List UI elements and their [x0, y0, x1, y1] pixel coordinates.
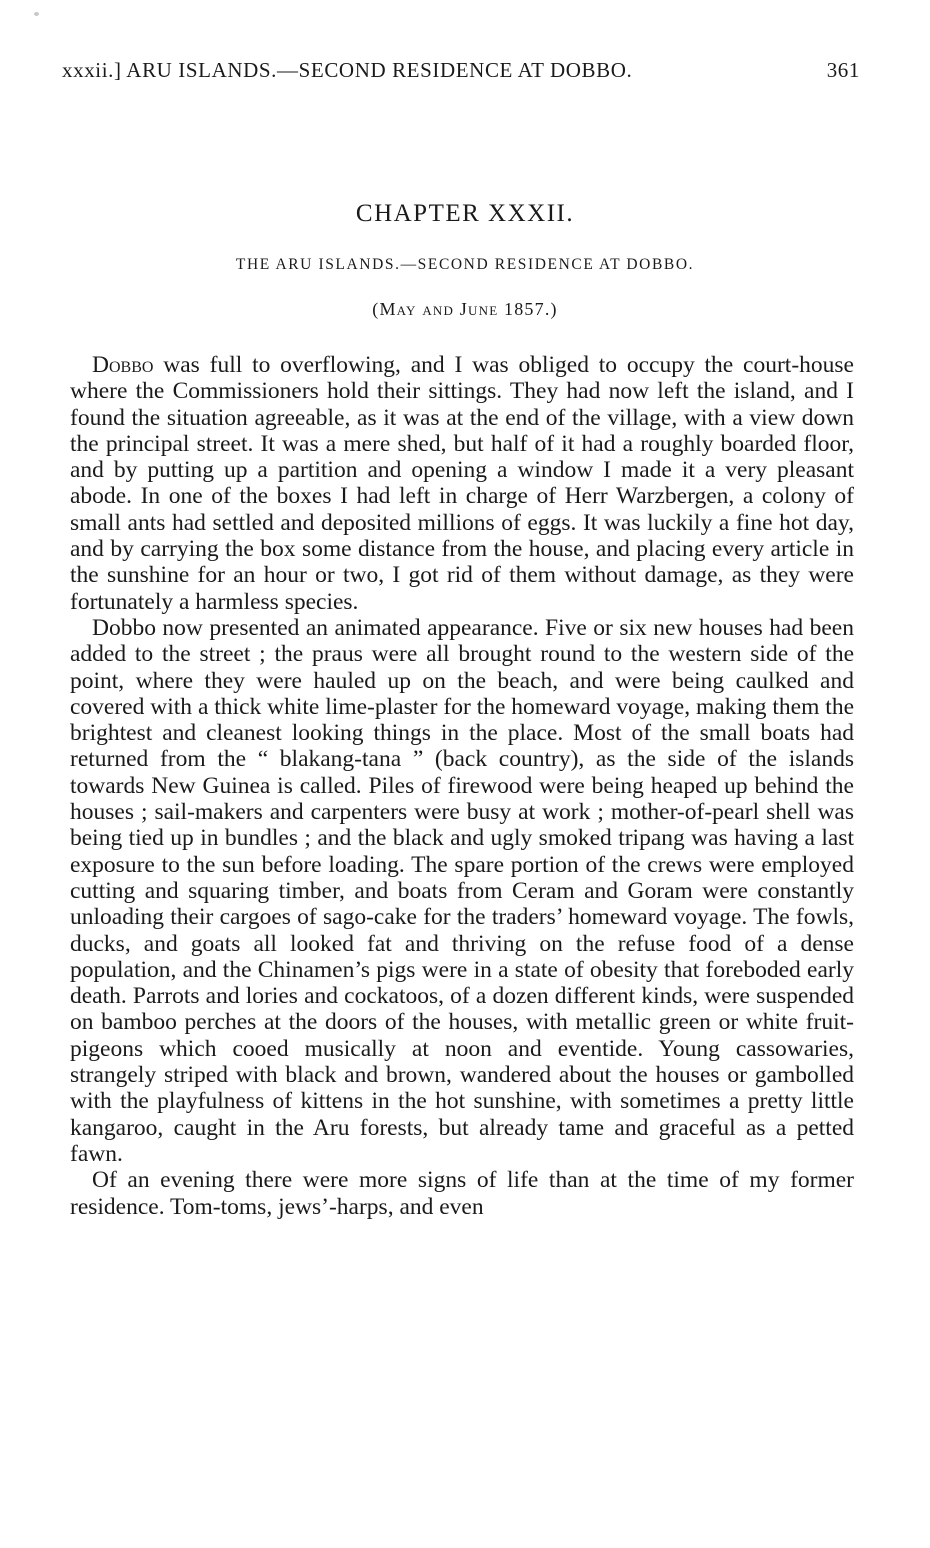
paragraph-text: was full to overflowing, and I was obliged to occupy the court-house where the Commissioners hold their sittings. They had now left the island, and I found the situation agreeable, as it was at the end of the village, with a view down the principal street. It was a mere shed, but half of it had a roughly boarded floor, and by putting up a partition and opening a window I made it a very pleasant abode. In one of the boxes I had left in charge of Herr Warzbergen, a colony of small ants had settled and deposited millions of eggs. It was luckily a fine hot day, and by carrying the box some distance from the house, and placing every article in the sunshine for an hour or two, I got rid of them without damage, as they were fortunately a harmless species. [70, 352, 854, 615]
running-head [62, 58, 860, 83]
body-text [70, 352, 854, 1220]
paragraph-2 [70, 615, 854, 1167]
page-number: 361 [826, 58, 860, 82]
paragraph-text: Of an evening there were more signs of life than at the time of my former residence. Tom-toms, jews’-harps, and even [70, 1167, 854, 1220]
paragraph-3 [70, 1167, 854, 1220]
chapter-subtitle: THE ARU ISLANDS.—SECOND RESIDENCE AT DOBBO. [235, 256, 695, 273]
paragraph-text: Dobbo now presented an animated appearance. Five or six new houses had been added to the street ; the praus were all brought round to the western side of the point, where they were hauled up on the beach, and were being caulked and covered with a thick white lime-plaster for the homeward voyage, making them the brightest and cleanest looking things in the place. Most of the small boats had returned from the “ blakang-tana ” (back country), as the side of the islands towards New Guinea is called. Piles of firewood were being heaped up behind the houses ; sail-makers and carpenters were busy at work ; mother-of-pearl shell was being tied up in bundles ; and the black and ugly smoked tripang was having a last exposure to the sun before loading. The spare portion of the crews were employed cutting and squaring timber, and boats from Ceram and Goram were constantly unloading their cargoes of sago-cake for the traders’ homeward voyage. The fowls, ducks, and goats all looked fat and thriving on the refuse food of a dense population, and the Chinamen’s pigs were in a state of obesity that foreboded early death. Parrots and lories and cockatoos, of a dozen different kinds, were suspended on bamboo perches at the doors of the houses, with metallic green or white fruit-pigeons which cooed musically at noon and eventide. Young cassowaries, strangely striped with black and brown, wandered about the houses or gambolled with the playfulness of kittens in the hot sunshine, with sometimes a pretty little kangaroo, caught in the Aru forests, but already tame and graceful as a petted fawn. [70, 614, 854, 1167]
running-head-title: xxxii.] ARU ISLANDS.—SECOND RESIDENCE AT DOBBO. [62, 58, 633, 82]
paragraph-lead-word: Dobbo [92, 352, 154, 378]
paper-speck [34, 12, 39, 16]
paragraph-1 [70, 352, 854, 615]
chapter-date: (May and June 1857.) [372, 299, 558, 319]
chapter-title: CHAPTER XXXII. [355, 200, 575, 227]
